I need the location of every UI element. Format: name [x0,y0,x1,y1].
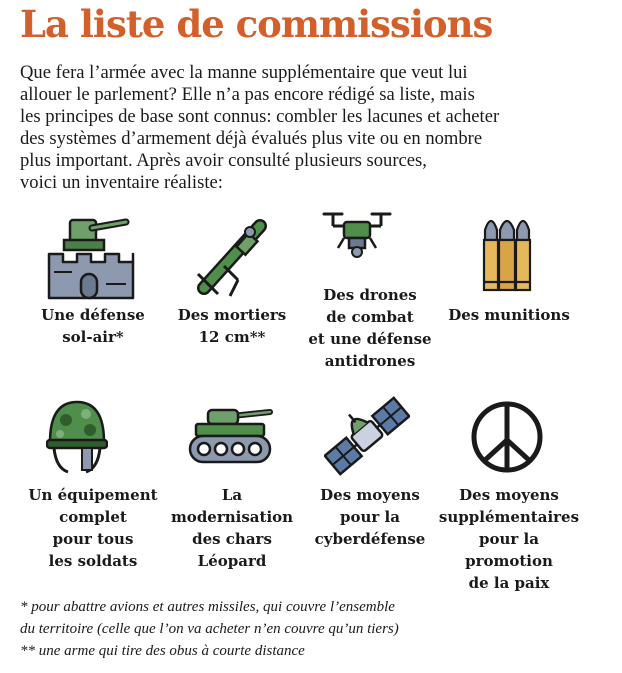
mortar-icon [190,214,270,300]
item-label-tanks: La modernisation des chars Léopard [170,486,294,570]
footnote: * pour abattre avions et autres missiles, qui couvre l’ensemble [20,599,395,615]
page-title: La liste de commissions [20,2,493,46]
item-label-ammunition: Des munitions [448,306,570,324]
item-label-air-defense: Une défense sol-air* [41,306,145,346]
item-label-mortars: Des mortiers 12 cm** [177,306,287,346]
intro-line: les principes de base sont connus: combler les lacunes et acheter [20,106,500,127]
ammunition-icon [482,210,532,292]
footnotes [20,596,399,662]
intro-paragraph [20,62,580,194]
item-label-equipment: Un équipement complet pour tous les soldats [28,486,158,570]
drone-icon [322,208,392,264]
item-label-drones: Des drones de combat et une défense antidrones [308,286,432,370]
footnote: ** une arme qui tire des obus à courte distance [20,643,305,659]
item-label-cyberdefense: Des moyens pour la cyberdéfense [314,486,426,548]
satellite-icon [324,396,410,476]
castle-cannon-icon [46,214,136,300]
intro-line: voici un inventaire réaliste: [20,172,223,193]
military-helmet-icon [46,398,108,474]
intro-line: allouer le parlement? Elle n’a pas encore rédigé sa liste, mais [20,84,475,105]
intro-line: plus important. Après avoir consulté plusieurs sources, [20,150,427,171]
footnote: du territoire (celle que l’on va acheter n’en couvre qu’un tiers) [20,621,399,637]
peace-symbol-icon [470,400,544,474]
intro-line: des systèmes d’armement déjà évalués plus vite ou en nombre [20,128,483,149]
tank-icon [186,404,274,466]
item-label-peace: Des moyens supplémentaires pour la promotion de la paix [438,486,580,592]
intro-line: Que fera l’armée avec la manne supplémentaire que veut lui [20,62,468,83]
